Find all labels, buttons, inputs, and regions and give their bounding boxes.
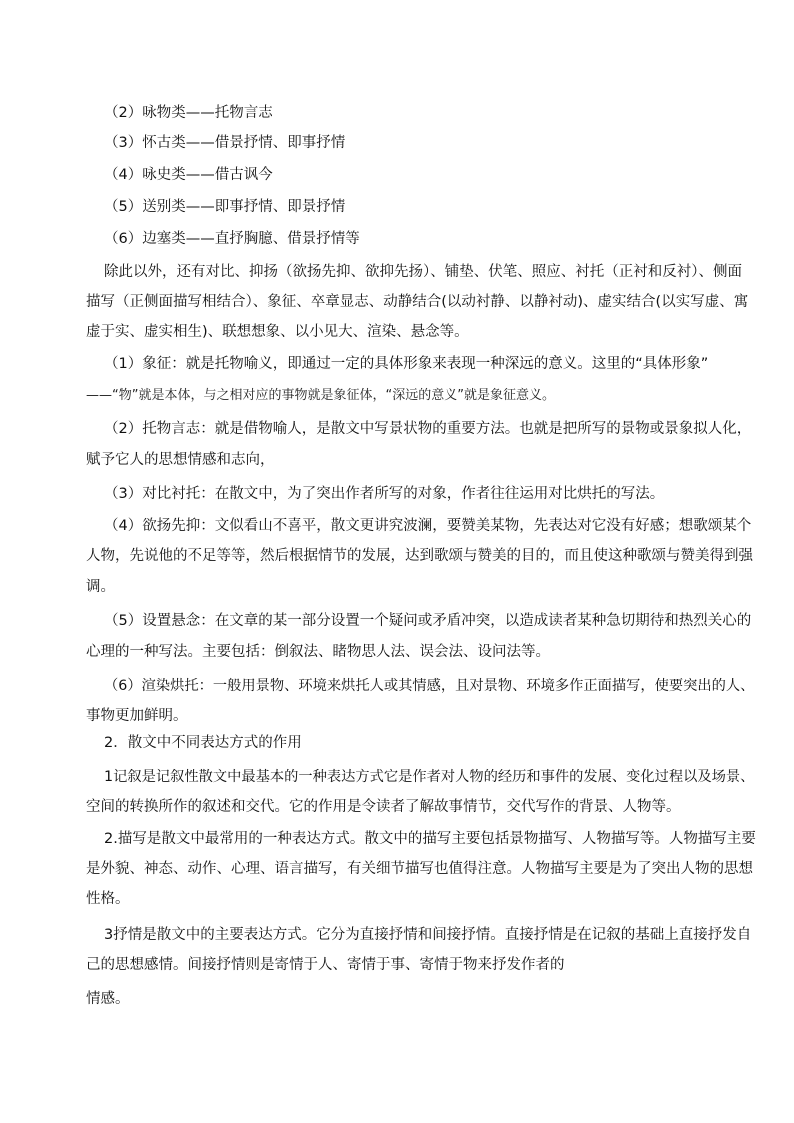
text-line: （1）象征：就是托物喻义，即通过一定的具体形象来表现一种深远的意义。这里的“具体形象” xyxy=(104,356,709,372)
text-line: 赋予它人的思想情感和志向， xyxy=(86,452,275,468)
text-line: （2）咏物类——托物言志 xyxy=(104,105,273,121)
text-line: （5）送别类——即事抒情、即景抒情 xyxy=(104,199,346,215)
section-heading: 2．散文中不同表达方式的作用 xyxy=(104,735,302,751)
text-line: （4）欲扬先抑：文似看山不喜平，散文更讲究波澜，要赞美某物，先表达对它没有好感；想歌颂某个 xyxy=(104,518,752,534)
text-line: 人物，先说他的不足等等，然后根据情节的发展，达到歌颂与赞美的目的，而且使这种歌颂与赞美得到强 xyxy=(86,548,753,564)
text-line: 虚于实、虚实相生)、联想想象、以小见大、渲染、悬念等。 xyxy=(86,324,469,340)
text-line: 事物更加鲜明。 xyxy=(86,708,188,724)
text-line: （5）设置悬念：在文章的某一部分设置一个疑问或矛盾冲突，以造成读者某种急切期待和热烈关心的 xyxy=(104,613,752,629)
text-line: （6）渲染烘托：一般用景物、环境来烘托人或其情感，且对景物、环境多作正面描写，使要突出的人、 xyxy=(104,678,755,694)
text-line: 心理的一种写法。主要包括：倒叙法、睹物思人法、误会法、设问法等。 xyxy=(86,644,550,660)
text-line: 性格。 xyxy=(86,891,130,907)
text-line: 描写（正侧面描写相结合）、象征、卒章显志、动静结合(以动衬静、以静衬动)、虚实结合(以实写虚、寓 xyxy=(86,294,749,310)
text-line: 己的思想感情。间接抒情则是寄情于人、寄情于事、寄情于物来抒发作者的 xyxy=(86,957,565,973)
text-line: （3）对比衬托：在散文中，为了突出作者所写的对象，作者往往运用对比烘托的写法。 xyxy=(104,486,665,502)
text-line: 情感。 xyxy=(86,991,130,1007)
text-line: （4）咏史类——借古讽今 xyxy=(104,167,273,183)
text-line: 除此以外，还有对比、抑扬（欲扬先抑、欲抑先扬）、铺垫、伏笔、照应、衬托（正衬和反衬）、侧面 xyxy=(104,264,742,280)
text-line: 是外貌、神态、动作、心理、语言描写，有关细节描写也值得注意。人物描写主要是为了突出人物的思想 xyxy=(86,861,753,877)
text-line: （2）托物言志：就是借物喻人，是散文中写景状物的重要方法。也就是把所写的景物或景象拟人化， xyxy=(104,421,752,437)
text-line: 2.描写是散文中最常用的一种表达方式。散文中的描写主要包括景物描写、人物描写等。人物描写主要 xyxy=(104,831,756,847)
text-line: 1记叙是记叙性散文中最基本的一种表达方式它是作者对人物的经历和事件的发展、变化过程以及场景、 xyxy=(104,769,755,785)
text-line: ——“物”就是本体，与之相对应的事物就是象征体，“深远的意义”就是象征意义。 xyxy=(86,388,555,403)
text-line: （3）怀古类——借景抒情、即事抒情 xyxy=(104,135,346,151)
text-line: 3抒情是散文中的主要表达方式。它分为直接抒情和间接抒情。直接抒情是在记叙的基础上直接抒发自 xyxy=(104,927,752,943)
text-line: 空间的转换所作的叙述和交代。它的作用是令读者了解故事情节，交代写作的背景、人物等。 xyxy=(86,799,681,815)
text-line: 调。 xyxy=(86,579,115,595)
text-line: （6）边塞类——直抒胸臆、借景抒情等 xyxy=(104,231,360,247)
